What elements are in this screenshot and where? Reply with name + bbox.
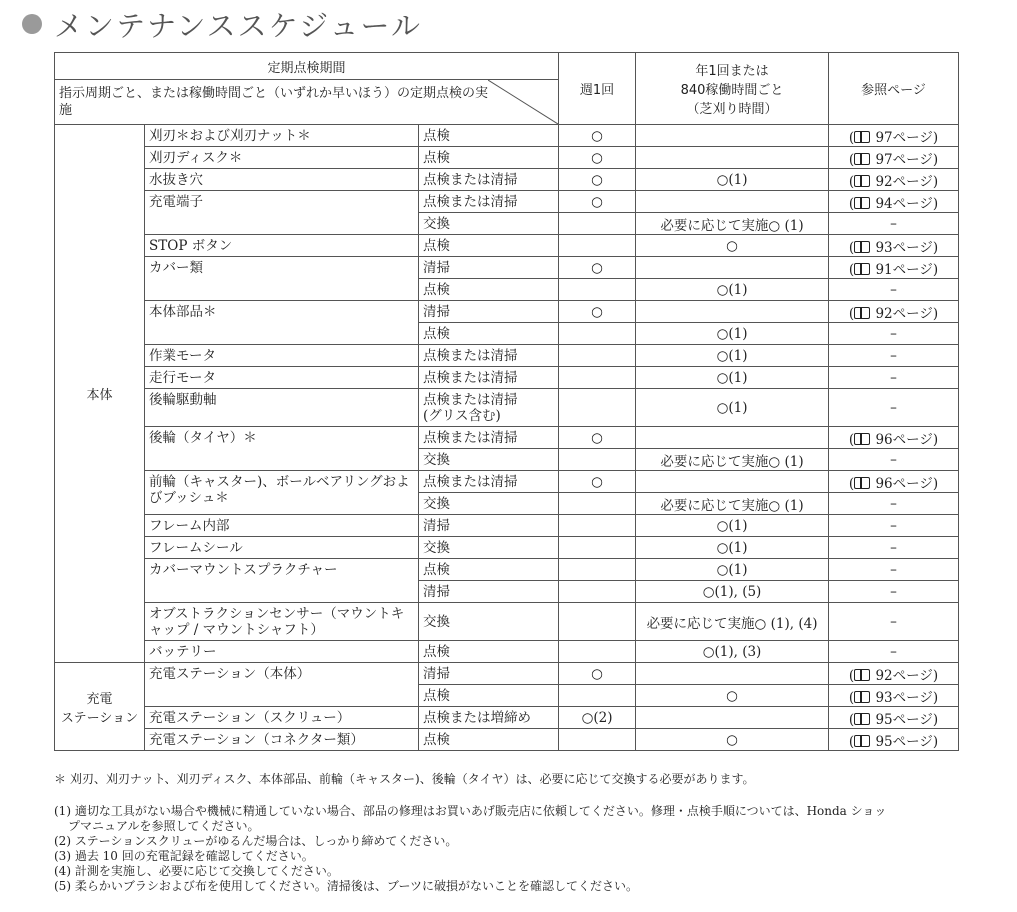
table-row bbox=[55, 471, 959, 493]
book-icon bbox=[854, 153, 870, 165]
yearly-mark bbox=[636, 301, 829, 323]
action: 点検または清掃 bbox=[419, 191, 559, 213]
item-name: フレームシール bbox=[145, 537, 419, 559]
table-row bbox=[55, 257, 959, 279]
header-instruction: 指示周期ごと、または稼働時間ごと（いずれか早いほう）の定期点検の実施 bbox=[55, 80, 559, 125]
action: 点検 bbox=[419, 641, 559, 663]
reference-text: 95ページ) bbox=[875, 711, 939, 728]
yearly-mark: ○(1) bbox=[636, 323, 829, 345]
weekly-mark: ○(2) bbox=[559, 707, 636, 729]
weekly-mark: ○ bbox=[559, 663, 636, 685]
weekly-mark bbox=[559, 603, 636, 641]
yearly-mark: ○(1) bbox=[636, 367, 829, 389]
note-5: (5) 柔らかいブラシおよび布を使用してください。清掃後は、ブーツに破損がないことを確認してください。 bbox=[54, 879, 638, 893]
reference-page: – bbox=[829, 213, 959, 235]
reference-page: ( 91ページ) bbox=[829, 257, 959, 279]
reference-page: – bbox=[829, 515, 959, 537]
book-icon bbox=[854, 433, 870, 445]
reference-text: 93ページ) bbox=[875, 239, 939, 256]
reference-text: 97ページ) bbox=[875, 151, 939, 168]
weekly-mark bbox=[559, 449, 636, 471]
weekly-mark: ○ bbox=[559, 191, 636, 213]
reference-text: 95ページ) bbox=[875, 733, 939, 750]
book-icon bbox=[854, 735, 870, 747]
weekly-mark: ○ bbox=[559, 427, 636, 449]
table-body bbox=[55, 125, 959, 751]
action: 点検または清掃 bbox=[419, 427, 559, 449]
category-charging-station: 充電 ステーション bbox=[55, 663, 145, 751]
yearly-mark: ○(1) bbox=[636, 279, 829, 301]
table-row bbox=[55, 345, 959, 367]
action: 点検 bbox=[419, 559, 559, 581]
book-icon bbox=[854, 691, 870, 703]
yearly-mark: 必要に応じて実施○ (1) bbox=[636, 213, 829, 235]
action: 点検 bbox=[419, 279, 559, 301]
reference-page: ( 96ページ) bbox=[829, 427, 959, 449]
action: 交換 bbox=[419, 493, 559, 515]
table-row bbox=[55, 515, 959, 537]
yearly-mark bbox=[636, 471, 829, 493]
item-name: 充電ステーション（スクリュー） bbox=[145, 707, 419, 729]
action: 点検 bbox=[419, 125, 559, 147]
weekly-mark bbox=[559, 493, 636, 515]
weekly-mark bbox=[559, 389, 636, 427]
item-name: 充電ステーション（本体） bbox=[145, 663, 419, 707]
maintenance-schedule-table bbox=[54, 52, 959, 751]
diagonal-line bbox=[488, 80, 558, 124]
page-title: メンテナンススケジュール bbox=[54, 8, 422, 43]
reference-page: – bbox=[829, 279, 959, 301]
star-note: ＊ 刈刃、刈刃ナット、刈刃ディスク、本体部品、前輪（キャスター)、後輪（タイヤ）は、必要に応じて交換する必要があります。 bbox=[54, 772, 755, 786]
item-name: 前輪（キャスター)、ボールベアリングおよびブッシュ＊ bbox=[145, 471, 419, 515]
item-name: カバーマウントスプラクチャー bbox=[145, 559, 419, 603]
reference-text: 92ページ) bbox=[875, 667, 939, 684]
weekly-mark: ○ bbox=[559, 301, 636, 323]
action: 清掃 bbox=[419, 515, 559, 537]
reference-page: ( 92ページ) bbox=[829, 301, 959, 323]
weekly-mark bbox=[559, 367, 636, 389]
header-reference: 参照ページ bbox=[829, 53, 959, 125]
reference-text: 96ページ) bbox=[875, 475, 939, 492]
reference-page: ( 96ページ) bbox=[829, 471, 959, 493]
item-name: オブストラクションセンサー（マウントキャップ / マウントシャフト） bbox=[145, 603, 419, 641]
action: 交換 bbox=[419, 449, 559, 471]
item-name: 後輪駆動軸 bbox=[145, 389, 419, 427]
item-name: 充電ステーション（コネクター類） bbox=[145, 729, 419, 751]
weekly-mark: ○ bbox=[559, 125, 636, 147]
reference-text: 93ページ) bbox=[875, 689, 939, 706]
reference-page: – bbox=[829, 323, 959, 345]
yearly-mark: ○ bbox=[636, 235, 829, 257]
reference-page: ( 97ページ) bbox=[829, 125, 959, 147]
book-icon bbox=[854, 263, 870, 275]
action: 点検または清掃 bbox=[419, 169, 559, 191]
book-icon bbox=[854, 241, 870, 253]
weekly-mark bbox=[559, 581, 636, 603]
yearly-mark: ○(1), (3) bbox=[636, 641, 829, 663]
reference-page: – bbox=[829, 559, 959, 581]
action: 交換 bbox=[419, 603, 559, 641]
weekly-mark bbox=[559, 213, 636, 235]
yearly-mark: 必要に応じて実施○ (1) bbox=[636, 449, 829, 471]
reference-page: ( 93ページ) bbox=[829, 685, 959, 707]
yearly-mark bbox=[636, 125, 829, 147]
table-row bbox=[55, 169, 959, 191]
table-row bbox=[55, 707, 959, 729]
yearly-mark: ○ bbox=[636, 729, 829, 751]
weekly-mark bbox=[559, 537, 636, 559]
reference-page: ( 92ページ) bbox=[829, 169, 959, 191]
weekly-mark bbox=[559, 235, 636, 257]
reference-page: ( 97ページ) bbox=[829, 147, 959, 169]
reference-page: – bbox=[829, 603, 959, 641]
note-1: (1) 適切な工具がない場合や機械に精通していない場合、部品の修理はお買いあげ販売店に依頼してください。修理・点検手順については、Honda ショッ bbox=[54, 804, 887, 818]
reference-text: 91ページ) bbox=[875, 261, 939, 278]
table-row bbox=[55, 191, 959, 213]
reference-page: ( 93ページ) bbox=[829, 235, 959, 257]
yearly-mark: ○(1) bbox=[636, 515, 829, 537]
yearly-mark: ○(1) bbox=[636, 559, 829, 581]
note-4: (4) 計測を実施し、必要に応じて交換してください。 bbox=[54, 864, 339, 878]
table-row bbox=[55, 641, 959, 663]
book-icon bbox=[854, 197, 870, 209]
reference-page: ( 94ページ) bbox=[829, 191, 959, 213]
yearly-mark: ○ bbox=[636, 685, 829, 707]
reference-page: – bbox=[829, 581, 959, 603]
yearly-mark: ○(1) bbox=[636, 389, 829, 427]
bullet-icon bbox=[22, 14, 42, 34]
action: 点検 bbox=[419, 729, 559, 751]
action: 点検または清掃 (グリス含む) bbox=[419, 389, 559, 427]
yearly-mark bbox=[636, 191, 829, 213]
reference-text: 92ページ) bbox=[875, 305, 939, 322]
reference-page: ( 95ページ) bbox=[829, 707, 959, 729]
item-name: カバー類 bbox=[145, 257, 419, 301]
action: 交換 bbox=[419, 213, 559, 235]
table-row bbox=[55, 603, 959, 641]
item-name: フレーム内部 bbox=[145, 515, 419, 537]
weekly-mark bbox=[559, 641, 636, 663]
yearly-mark: ○(1) bbox=[636, 345, 829, 367]
action: 点検または清掃 bbox=[419, 367, 559, 389]
reference-page: – bbox=[829, 641, 959, 663]
header-yearly: 年1回または 840稼働時間ごと （芝刈り時間） bbox=[636, 53, 829, 125]
book-icon bbox=[854, 669, 870, 681]
weekly-mark: ○ bbox=[559, 169, 636, 191]
table-row bbox=[55, 427, 959, 449]
weekly-mark bbox=[559, 345, 636, 367]
yearly-mark: ○(1) bbox=[636, 169, 829, 191]
reference-text: 92ページ) bbox=[875, 173, 939, 190]
table-row bbox=[55, 663, 959, 685]
table-row bbox=[55, 729, 959, 751]
table-row bbox=[55, 125, 959, 147]
action: 点検 bbox=[419, 685, 559, 707]
reference-page: – bbox=[829, 345, 959, 367]
action: 清掃 bbox=[419, 257, 559, 279]
weekly-mark: ○ bbox=[559, 257, 636, 279]
action: 点検 bbox=[419, 323, 559, 345]
book-icon bbox=[854, 175, 870, 187]
book-icon bbox=[854, 713, 870, 725]
yearly-mark: 必要に応じて実施○ (1), (4) bbox=[636, 603, 829, 641]
item-name: 水抜き穴 bbox=[145, 169, 419, 191]
yearly-mark bbox=[636, 427, 829, 449]
table-row bbox=[55, 537, 959, 559]
weekly-mark: ○ bbox=[559, 147, 636, 169]
item-name: 作業モータ bbox=[145, 345, 419, 367]
action: 点検または清掃 bbox=[419, 345, 559, 367]
item-name: 充電端子 bbox=[145, 191, 419, 235]
yearly-mark: ○(1) bbox=[636, 537, 829, 559]
yearly-mark bbox=[636, 707, 829, 729]
note-3: (3) 過去 10 回の充電記録を確認してください。 bbox=[54, 849, 314, 863]
action: 清掃 bbox=[419, 301, 559, 323]
weekly-mark bbox=[559, 515, 636, 537]
reference-text: 94ページ) bbox=[875, 195, 939, 212]
table-row bbox=[55, 235, 959, 257]
weekly-mark bbox=[559, 729, 636, 751]
action: 点検または増締め bbox=[419, 707, 559, 729]
header-period: 定期点検期間 bbox=[55, 53, 559, 80]
weekly-mark bbox=[559, 323, 636, 345]
page-header bbox=[22, 4, 422, 44]
reference-page: ( 95ページ) bbox=[829, 729, 959, 751]
category-body: 本体 bbox=[55, 125, 145, 663]
reference-page: – bbox=[829, 537, 959, 559]
table-row bbox=[55, 301, 959, 323]
note-1-cont: プマニュアルを参照してください。 bbox=[68, 819, 260, 833]
table-row bbox=[55, 389, 959, 427]
action: 点検 bbox=[419, 147, 559, 169]
table-row bbox=[55, 559, 959, 581]
yearly-mark bbox=[636, 663, 829, 685]
reference-text: 97ページ) bbox=[875, 129, 939, 146]
yearly-mark bbox=[636, 147, 829, 169]
item-name: バッテリー bbox=[145, 641, 419, 663]
table-row bbox=[55, 367, 959, 389]
yearly-mark: ○(1), (5) bbox=[636, 581, 829, 603]
item-name: 本体部品＊ bbox=[145, 301, 419, 345]
action: 点検 bbox=[419, 235, 559, 257]
reference-page: – bbox=[829, 389, 959, 427]
weekly-mark bbox=[559, 685, 636, 707]
item-name: 刈刃ディスク＊ bbox=[145, 147, 419, 169]
numbered-notes bbox=[54, 804, 964, 894]
yearly-mark bbox=[636, 257, 829, 279]
item-name: 刈刃＊および刈刃ナット＊ bbox=[145, 125, 419, 147]
book-icon bbox=[854, 307, 870, 319]
action: 清掃 bbox=[419, 581, 559, 603]
reference-page: – bbox=[829, 493, 959, 515]
reference-page: – bbox=[829, 449, 959, 471]
weekly-mark: ○ bbox=[559, 471, 636, 493]
header-weekly: 週1回 bbox=[559, 53, 636, 125]
item-name: 走行モータ bbox=[145, 367, 419, 389]
reference-page: – bbox=[829, 367, 959, 389]
weekly-mark bbox=[559, 559, 636, 581]
book-icon bbox=[854, 131, 870, 143]
action: 点検または清掃 bbox=[419, 471, 559, 493]
item-name: STOP ボタン bbox=[145, 235, 419, 257]
yearly-mark: 必要に応じて実施○ (1) bbox=[636, 493, 829, 515]
table-row bbox=[55, 147, 959, 169]
note-2: (2) ステーションスクリューがゆるんだ場合は、しっかり締めてください。 bbox=[54, 834, 458, 848]
item-name: 後輪（タイヤ）＊ bbox=[145, 427, 419, 471]
reference-text: 96ページ) bbox=[875, 431, 939, 448]
action: 清掃 bbox=[419, 663, 559, 685]
reference-page: ( 92ページ) bbox=[829, 663, 959, 685]
book-icon bbox=[854, 477, 870, 489]
weekly-mark bbox=[559, 279, 636, 301]
action: 交換 bbox=[419, 537, 559, 559]
